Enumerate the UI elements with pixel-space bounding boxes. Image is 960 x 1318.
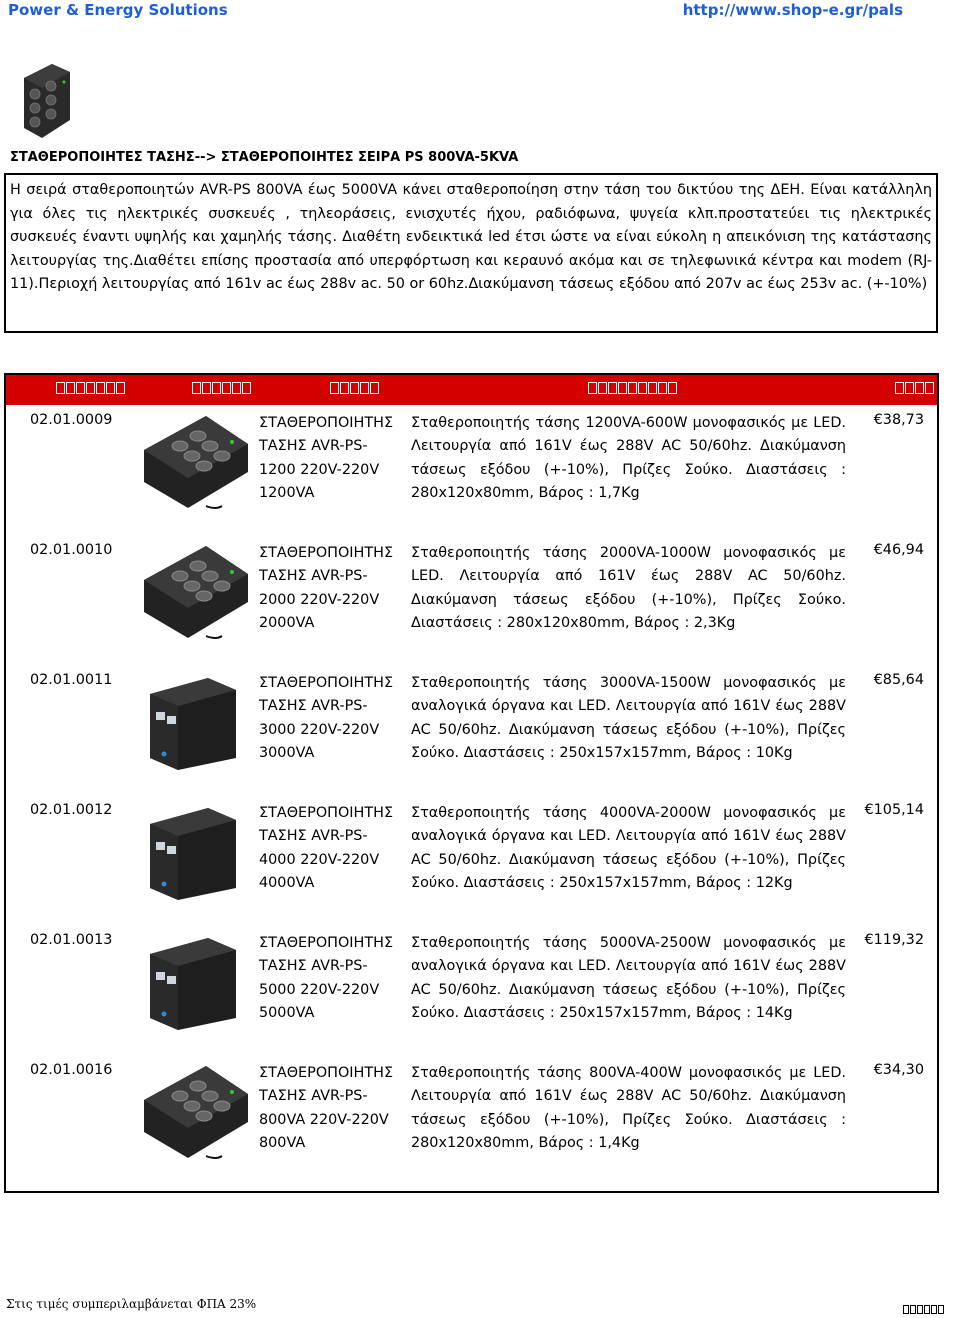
stabilizer-strip-icon	[136, 410, 253, 510]
product-price	[864, 1062, 924, 1078]
product-code: 02.01.0016	[30, 1062, 113, 1078]
table-row	[6, 1058, 937, 1188]
euro-icon: €	[873, 542, 883, 558]
product-description: Σταθεροποιητής τάσης 3000VA-1500W μονοφασικός με αναλογικά όργανα και LED. Λειτουργία από 161V έως 288V AC 50/60hz. Διακύμανση τάσεως εξόδου (+-10%), Πρίζες Σούκο. Διαστάσεις : 250x157x157mm, Βάρος : 10Kg	[411, 675, 846, 762]
company-name: Power & Energy Solutions	[8, 1, 228, 19]
product-code: 02.01.0010	[30, 542, 113, 558]
product-price	[864, 932, 924, 948]
price-value: 85,64	[882, 672, 924, 688]
euro-icon: €	[873, 412, 883, 428]
euro-icon: €	[873, 1062, 883, 1078]
stabilizer-strip-icon	[136, 540, 253, 640]
page-header	[0, 0, 960, 22]
series-description: Η σειρά σταθεροποιητών AVR-PS 800VA έως 5000VA κάνει σταθεροποίηση στην τάση του δικτύου της ΔΕΗ. Είναι κατάλληλη για όλες τις ηλεκτρικές συσκευές , τηλεοράσεις, ενισχυτές ήχου, ραδιόφωνα, ψυγεία κλπ.προστατεύει τις ηλεκτρικές συσκευές έναντι υψηλής και χαμηλής τάσης. Διαθέτη ενδεικτικά led έτσι ώστε να είναι εύκολη η απεικόνιση της κατάστασης λειτουργίας της.Διαθέτει επίσης προστασία από υπερφόρτωση και κεραυνό ακόμα και σε τηλεφωνικά κέντρα και modem (RJ-11).Περιοχή λειτουργίας από 161v ac έως 288v ac. 50 or 60hz.Διακύμανση τάσεως εξόδου από 207v ac έως 253v ac. (+-10%)	[4, 173, 938, 333]
product-description: Σταθεροποιητής τάσης 5000VA-2500W μονοφασικός με αναλογικά όργανα και LED. Λειτουργία από 161V έως 288V AC 50/60hz. Διακύμανση τάσεως εξόδου (+-10%), Πρίζες Σούκο. Διαστάσεις : 250x157x157mm, Βάρος : 14Kg	[411, 935, 846, 1022]
euro-icon: €	[873, 672, 883, 688]
product-description: Σταθεροποιητής τάσης 800VA-400W μονοφασικός με LED. Λειτουργία από 161V έως 288V AC 50/60hz. Διακύμανση τάσεως εξόδου (+-10%), Πρίζες Σούκο. Διαστάσεις : 280x120x80mm, Βάρος : 1,4Kg	[411, 1065, 846, 1152]
page-number	[902, 1299, 944, 1318]
product-description: Σταθεροποιητής τάσης 4000VA-2000W μονοφασικός με αναλογικά όργανα και LED. Λειτουργία από 161V έως 288V AC 50/60hz. Διακύμανση τάσεως εξόδου (+-10%), Πρίζες Σούκο. Διαστάσεις : 250x157x157mm, Βάρος : 12Kg	[411, 805, 846, 892]
table-header	[6, 375, 937, 405]
table-row	[6, 538, 937, 668]
table-row	[6, 668, 937, 798]
stabilizer-box-icon	[136, 670, 253, 770]
stabilizer-box-icon	[136, 930, 253, 1030]
euro-icon: €	[864, 802, 874, 818]
table-row	[6, 798, 937, 928]
price-value: 38,73	[882, 412, 924, 428]
product-name: ΣΤΑΘΕΡΟΠΟΙΗΤΗΣ ΤΑΣΗΣ AVR-PS-2000 220V-220V 2000VA	[259, 545, 394, 632]
product-name: ΣΤΑΘΕΡΟΠΟΙΗΤΗΣ ΤΑΣΗΣ AVR-PS-1200 220V-220V 1200VA	[259, 415, 394, 502]
vat-note: Στις τιμές συμπεριλαμβάνεται ΦΠΑ 23%	[6, 1297, 257, 1311]
stabilizer-box-icon	[136, 800, 253, 900]
stabilizer-strip-icon	[136, 1060, 253, 1160]
price-value: 105,14	[873, 802, 924, 818]
product-name: ΣΤΑΘΕΡΟΠΟΙΗΤΗΣ ΤΑΣΗΣ AVR-PS-4000 220V-220V 4000VA	[259, 805, 394, 892]
product-code: 02.01.0011	[30, 672, 113, 688]
breadcrumb: ΣΤΑΘΕΡΟΠΟΙΗΤΕΣ ΤΑΣΗΣ--> ΣΤΑΘΕΡΟΠΟΙΗΤΕΣ ΣΕΙΡΑ PS 800VA-5KVA	[10, 150, 519, 165]
shop-url-link[interactable]: http://www.shop-e.gr/pals	[682, 1, 903, 19]
product-price	[864, 412, 924, 428]
table-row	[6, 408, 937, 538]
product-price	[864, 802, 924, 818]
euro-icon: €	[864, 932, 874, 948]
header-cell-name	[330, 382, 380, 398]
price-value: 119,32	[873, 932, 924, 948]
price-value: 46,94	[882, 542, 924, 558]
header-cell-description	[588, 382, 678, 398]
product-code: 02.01.0009	[30, 412, 113, 428]
product-price	[864, 672, 924, 688]
product-code: 02.01.0013	[30, 932, 113, 948]
product-description: Σταθεροποιητής τάσης 1200VA-600W μονοφασικός με LED. Λειτουργία από 161V έως 288V AC 50/60hz. Διακύμανση τάσεως εξόδου (+-10%), Πρίζες Σούκο. Διαστάσεις : 280x120x80mm, Βάρος : 1,7Kg	[411, 415, 846, 502]
product-name: ΣΤΑΘΕΡΟΠΟΙΗΤΗΣ ΤΑΣΗΣ AVR-PS-800VA 220V-220V 800VA	[259, 1065, 394, 1152]
header-cell-image	[192, 382, 252, 398]
stabilizer-strip-icon	[18, 62, 76, 142]
header-cell-code	[56, 382, 126, 398]
product-price	[864, 542, 924, 558]
product-table	[4, 373, 939, 1193]
header-cell-price	[895, 382, 935, 398]
product-name: ΣΤΑΘΕΡΟΠΟΙΗΤΗΣ ΤΑΣΗΣ AVR-PS-5000 220V-220V 5000VA	[259, 935, 394, 1022]
product-name: ΣΤΑΘΕΡΟΠΟΙΗΤΗΣ ΤΑΣΗΣ AVR-PS-3000 220V-220V 3000VA	[259, 675, 394, 762]
product-code: 02.01.0012	[30, 802, 113, 818]
price-value: 34,30	[882, 1062, 924, 1078]
product-description: Σταθεροποιητής τάσης 2000VA-1000W μονοφασικός με LED. Λειτουργία από 161V έως 288V AC 50/60hz. Διακύμανση τάσεως εξόδου (+-10%), Πρίζες Σούκο. Διαστάσεις : 280x120x80mm, Βάρος : 2,3Kg	[411, 545, 846, 632]
table-row	[6, 928, 937, 1058]
